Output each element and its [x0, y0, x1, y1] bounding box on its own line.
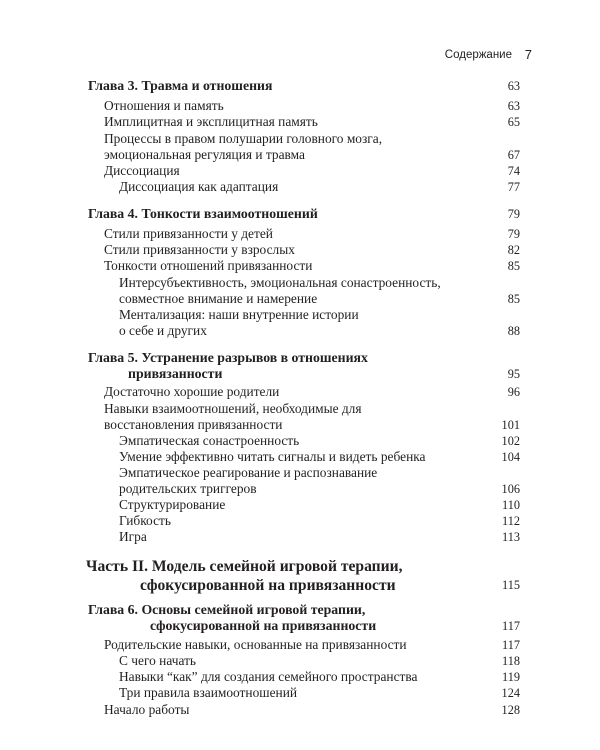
- toc-entry-title: Достаточно хорошие родители: [104, 384, 280, 399]
- toc-entry-page: 117: [502, 637, 520, 652]
- toc-entry-title: Отношения и память: [104, 98, 224, 113]
- toc-entry-page: 128: [501, 702, 520, 717]
- toc-subentry: [0, 653, 600, 669]
- toc-entry-title: Три правила взаимоотношений: [119, 685, 298, 700]
- toc-chapter-5: [0, 350, 600, 382]
- header-page-number: 7: [524, 47, 532, 62]
- toc-entry-title: Стили привязанности у взрослых: [104, 242, 295, 257]
- toc-entry-page: 79: [507, 226, 520, 241]
- toc-entry: [0, 131, 600, 163]
- toc-subentry: [0, 529, 600, 545]
- toc-entry-title: Тонкости отношений привязанности: [104, 258, 313, 273]
- toc-entry-title: Навыки взаимоотношений, необходимые для: [104, 401, 362, 416]
- toc-entry-title-continued: эмоциональная регуляция и травма: [104, 147, 305, 162]
- toc-subentry: [0, 433, 600, 449]
- toc-entry: [0, 384, 600, 400]
- toc-entry-page: 85: [507, 258, 520, 273]
- toc-entry-page: 118: [502, 653, 520, 668]
- toc-entry-page: 106: [501, 481, 520, 496]
- toc-entry-title: Глава 5. Устранение разрывов в отношениях: [88, 350, 368, 365]
- toc-subentry: [0, 685, 600, 701]
- toc-entry-page: 117: [502, 618, 520, 633]
- header-section-title: Содержание: [444, 49, 512, 61]
- toc-entry-page: 77: [507, 179, 520, 194]
- toc-entry-title: Игра: [119, 529, 147, 544]
- toc-entry-page: 102: [501, 433, 520, 448]
- toc-entry-title: Интерсубъективность, эмоциональная сонастроенность,: [119, 275, 441, 290]
- toc-entry-title: Родительские навыки, основанные на привязанности: [104, 637, 407, 652]
- toc-chapter-6: [0, 602, 600, 634]
- toc-entry-page: 96: [507, 384, 520, 399]
- toc-entry-page: 85: [507, 291, 520, 306]
- toc-entry-title: Имплицитная и эксплицитная память: [104, 114, 318, 129]
- toc-subentry: [0, 275, 600, 307]
- toc-subentry: [0, 669, 600, 685]
- toc-entry-title: Часть II. Модель семейной игровой терапии,: [86, 558, 403, 575]
- toc-entry-title: Глава 6. Основы семейной игровой терапии,: [88, 602, 366, 617]
- toc-entry-title: Эмпатическая сонастроенность: [119, 433, 300, 448]
- toc-entry: [0, 98, 600, 114]
- toc-part-2: [0, 558, 600, 596]
- toc-entry-page: 88: [507, 323, 520, 338]
- toc-subentry: [0, 465, 600, 497]
- toc-entry-title: Умение эффективно читать сигналы и видеть ребенка: [119, 449, 426, 464]
- toc-entry-title: Процессы в правом полушарии головного мозга,: [104, 131, 383, 146]
- toc-chapter-4: [0, 206, 600, 222]
- toc-entry-page: 113: [502, 529, 520, 544]
- toc-entry-page: 101: [501, 417, 520, 432]
- toc-entry-title: Стили привязанности у детей: [104, 226, 273, 241]
- toc-entry-page: 112: [502, 513, 520, 528]
- toc-entry-title: С чего начать: [119, 653, 197, 668]
- toc-entry-title: Эмпатическое реагирование и распознавание: [119, 465, 378, 480]
- toc-subentry: [0, 449, 600, 465]
- toc-entry-title: Гибкость: [119, 513, 171, 528]
- toc-entry-title: Диссоциация как адаптация: [119, 179, 279, 194]
- toc-entry-title: Начало работы: [104, 702, 190, 717]
- toc-entry: [0, 114, 600, 130]
- toc-entry-page: 63: [507, 98, 520, 113]
- toc-subentry: [0, 513, 600, 529]
- toc-entry-page: 63: [507, 78, 520, 93]
- toc-entry-page: 104: [501, 449, 520, 464]
- toc-entry-title-continued: родительских триггеров: [119, 481, 257, 496]
- toc-entry-page: 65: [507, 114, 520, 129]
- toc-entry: [0, 242, 600, 258]
- toc-entry-title-continued: сфокусированной на привязанности: [150, 618, 377, 633]
- toc-entry-page: 124: [501, 685, 520, 700]
- toc-entry-title-continued: о себе и других: [119, 323, 207, 338]
- toc-entry: [0, 163, 600, 179]
- toc-subentry: [0, 307, 600, 339]
- toc-subentry: [0, 179, 600, 195]
- toc-entry-page: 115: [502, 578, 520, 592]
- toc-entry-page: 74: [507, 163, 520, 178]
- toc-entry-title-continued: совместное внимание и намерение: [119, 291, 318, 306]
- toc-entry-page: 82: [507, 242, 520, 257]
- toc-entry-title: Диссоциация: [104, 163, 180, 178]
- toc-entry-page: 95: [507, 366, 520, 381]
- toc-entry-page: 119: [502, 669, 520, 684]
- toc-entry-title-continued: сфокусированной на привязанности: [140, 577, 396, 594]
- toc-entry-page: 79: [507, 206, 520, 221]
- toc-entry-title: Глава 4. Тонкости взаимоотношений: [88, 206, 318, 221]
- toc-entry-page: 67: [507, 147, 520, 162]
- toc-entry: [0, 637, 600, 653]
- toc-chapter-3: [0, 78, 600, 94]
- toc-subentry: [0, 497, 600, 513]
- toc-entry-page: 110: [502, 497, 520, 512]
- toc-entry: [0, 226, 600, 242]
- toc-entry-title-continued: восстановления привязанности: [104, 417, 283, 432]
- toc-entry-title: Структурирование: [119, 497, 226, 512]
- toc-entry: [0, 258, 600, 274]
- toc-entry-title: Ментализация: наши внутренние истории: [119, 307, 359, 322]
- toc-entry: [0, 401, 600, 433]
- toc-entry: [0, 702, 600, 718]
- toc-entry-title-continued: привязанности: [128, 366, 223, 381]
- toc-entry-title: Глава 3. Травма и отношения: [88, 78, 273, 93]
- toc-entry-title: Навыки “как” для создания семейного пространства: [119, 669, 418, 684]
